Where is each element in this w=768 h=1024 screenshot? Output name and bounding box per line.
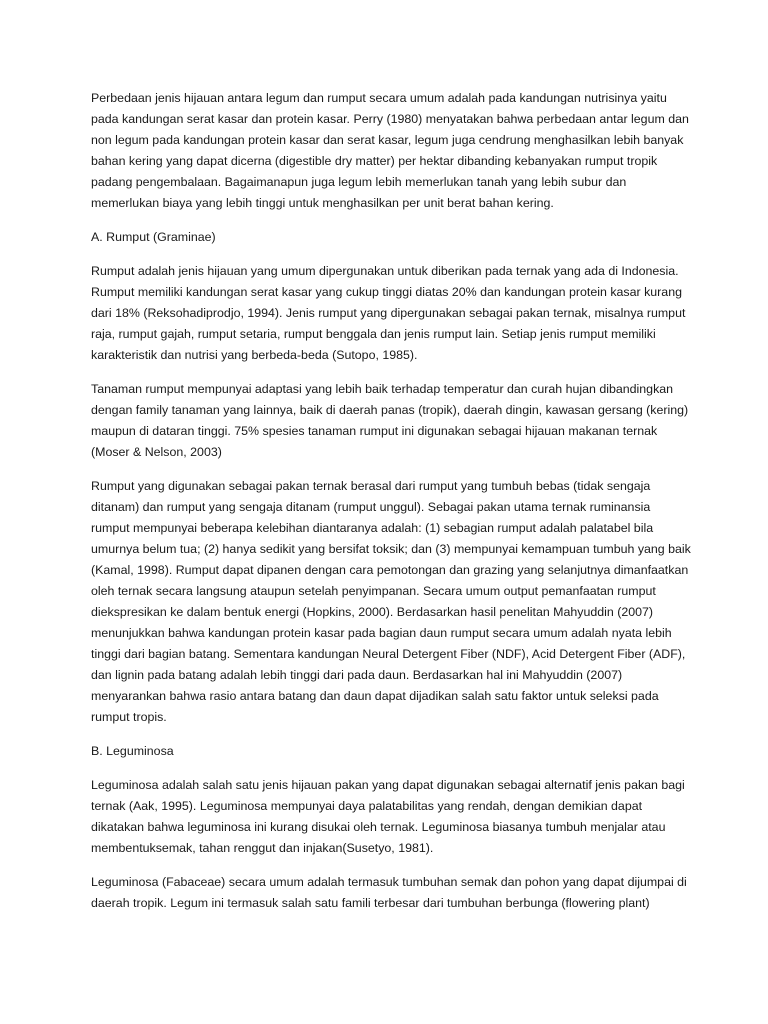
section-heading-rumput: A. Rumput (Graminae)	[91, 230, 216, 244]
paragraph-rumput-adaptation: Tanaman rumput mempunyai adaptasi yang lebih baik terhadap temperatur dan curah hujan dibandingkan dengan family tanaman yang lainnya, baik di daerah panas (tropik), daerah dingin, kawasan gersang (kering) maupun di dataran tinggi. 75% spesies tanaman rumput ini digunakan sebagai hijauan makanan ternak (Moser & Nelson, 2003)	[91, 382, 689, 459]
paragraph-leguminosa-fabaceae: Leguminosa (Fabaceae) secara umum adalah termasuk tumbuhan semak dan pohon yang dapat dijumpai di daerah tropik. Legum ini termasuk salah satu famili terbesar dari tumbuhan berbunga (flowering plant)	[91, 875, 687, 910]
section-heading-leguminosa: B. Leguminosa	[91, 744, 174, 758]
paragraph-rumput-definition: Rumput adalah jenis hijauan yang umum dipergunakan untuk diberikan pada ternak yang ada di Indonesia. Rumput memiliki kandungan serat kasar yang cukup tinggi diatas 20% dan kandungan protein kasar kurang dari 18% (Reksohadiprodjo, 1994). Jenis rumput yang dipergunakan sebagai pakan ternak, misalnya rumput raja, rumput gajah, rumput setaria, rumput benggala dan jenis rumput lain. Setiap jenis rumput memiliki karakteristik dan nutrisi yang berbeda-beda (Sutopo, 1985).	[91, 264, 686, 362]
document-page	[91, 88, 691, 927]
paragraph-leguminosa-definition: Leguminosa adalah salah satu jenis hijauan pakan yang dapat digunakan sebagai alternatif jenis pakan bagi ternak (Aak, 1995). Leguminosa mempunyai daya palatabilitas yang rendah, dengan demikian dapat dikatakan bahwa leguminosa ini kurang disukai oleh ternak. Leguminosa biasanya tumbuh menjalar atau membentuksemak, tahan renggut dan injakan(Susetyo, 1981).	[91, 778, 685, 855]
paragraph-rumput-usage: Rumput yang digunakan sebagai pakan ternak berasal dari rumput yang tumbuh bebas (tidak sengaja ditanam) dan rumput yang sengaja ditanam (rumput unggul). Sebagai pakan utama ternak ruminansia rumput mempunyai beberapa kelebihan diantaranya adalah: (1) sebagian rumput adalah palatabel bila umurnya belum tua; (2) hanya sedikit yang bersifat toksik; dan (3) mempunyai kemampuan tumbuh yang baik (Kamal, 1998). Rumput dapat dipanen dengan cara pemotongan dan grazing yang selanjutnya dimanfaatkan oleh ternak secara langsung ataupun setelah penyimpanan. Secara umum output pemanfaatan rumput diekspresikan ke dalam bentuk energi (Hopkins, 2000). Berdasarkan hasil penelitan Mahyuddin (2007) menunjukkan bahwa kandungan protein kasar pada bagian daun rumput secara umum adalah nyata lebih tinggi dari bagian batang. Sementara kandungan Neural Detergent Fiber (NDF), Acid Detergent Fiber (ADF), dan lignin pada batang adalah lebih tinggi dari pada daun. Berdasarkan hal ini Mahyuddin (2007) menyarankan bahwa rasio antara batang dan daun dapat dijadikan salah satu faktor untuk seleksi pada rumput tropis.	[91, 479, 691, 724]
paragraph-intro: Perbedaan jenis hijauan antara legum dan rumput secara umum adalah pada kandungan nutrisinya yaitu pada kandungan serat kasar dan protein kasar. Perry (1980) menyatakan bahwa perbedaan antar legum dan non legum pada kandungan protein kasar dan serat kasar, legum juga cendrung menghasilkan lebih banyak bahan kering yang dapat dicerna (digestible dry matter) per hektar dibanding kebanyakan rumput tropik padang pengembalaan. Bagaimanapun juga legum lebih memerlukan tanah yang lebih subur dan memerlukan biaya yang lebih tinggi untuk menghasilkan per unit berat bahan kering.	[91, 91, 689, 210]
